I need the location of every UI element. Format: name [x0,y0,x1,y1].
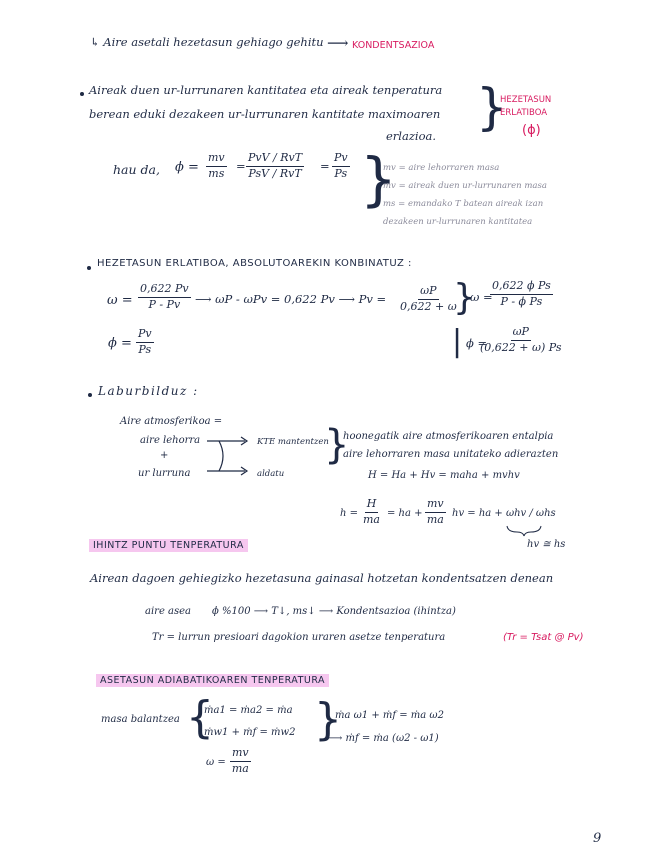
dew-formula: (Tr = Tsat @ Pv) [503,632,584,643]
fraction-denominator: ma [426,512,444,526]
rh-label-symbol: (ϕ) [522,123,541,138]
water-balance: ṁa ω1 + ṁf = ṁa ω2 [335,710,444,721]
combine-heading: HEZETASUN ERLATIBOA, ABSOLUTOAREKIN KONBINATUZ : [97,258,412,269]
changes-label: aldatu [257,469,285,479]
rh-definition-line3: erlazioa. [386,129,437,143]
summary-arrows-diagram [205,432,257,478]
fraction-numerator: Pv [136,328,154,343]
fraction-numerator: ωP [418,285,438,300]
fraction-denominator: ma [231,761,249,775]
fraction-denominator: Ps [138,342,152,356]
fraction-pv [400,285,457,313]
dew-line1: Airean dagoen gehiegizko hezetasuna gainasal hotzetan kondentsatzen denean [90,571,554,585]
bullet-icon [80,92,84,96]
fraction-mv-ma [230,747,251,775]
mass-balance: masa balantzea [101,714,180,725]
hau-da: hau da, [113,162,160,177]
fraction-denominator: 0,622 + ω [400,299,457,313]
phi-lhs: ϕ = [108,336,132,351]
phi-lhs: ϕ = [175,160,199,175]
page-number: 9 [593,831,602,846]
fraction-denominator: PsV / RvT [248,166,302,180]
fraction-H-ma [363,498,380,526]
enthalpy-line1: hoonegatik aire atmosferikoaren entalpia [343,431,554,442]
fraction-numerator: 0,622 Pv [138,283,191,298]
constant-label: KTE mantentzen [257,437,329,447]
omega-lhs: ω = [107,293,133,308]
fraction-mv-ma [425,498,446,526]
derivation-chain: ⟶ ωP - ωPv = 0,622 Pv ⟶ Pv = [195,292,387,306]
result-phi-lhs: ϕ = [466,336,488,350]
fraction-result-omega [490,280,553,308]
right-brace-icon: } [324,422,350,468]
note-line2: mv = aireak duen ur-lurrunaren masa [383,181,547,191]
dew-process: ϕ %100 ⟶ T↓, ms↓ ⟶ Kondentsazioa (ihintza) [212,606,456,617]
fraction-omega [138,283,191,311]
water-vapour: ur lurruna [138,468,191,479]
enthalpy-mid: = ha + [387,508,423,519]
dry-air: aire lehorra [140,435,201,446]
fraction-denominator: ma [363,512,380,526]
omega-lhs: ω = [206,757,226,768]
water-balance-result: ⟶ ṁf = ṁa (ω2 - ω1) [328,733,439,744]
result-omega-lhs: ω = [470,290,493,304]
fraction-denominator: ms [208,166,225,180]
right-brace-icon: } [453,277,476,318]
arrow-icon: ⟶ [327,34,349,52]
fraction-denominator: (0,622 + ω) Ps [480,340,562,354]
note-line1: mv = aire lehorraren masa [383,163,500,173]
fraction-numerator: 0,622 ϕ Ps [490,280,553,295]
equals-sign: = [320,159,330,173]
summary-heading: Laburbilduz : [98,384,199,398]
fraction-denominator: P - Pv [148,297,181,311]
dew-temperature-def: Tr = lurrun presioari dagokion uraren asetze tenperatura [152,632,446,643]
rh-label-line1: HEZETASUN [500,95,552,105]
specific-enthalpy-lhs: h = [340,508,358,519]
fraction-mv-ms [206,152,227,180]
fraction-numerator: mv [206,152,227,167]
mass-eq2: ṁw1 + ṁf = ṁw2 [204,727,296,738]
saturated-air: aire asea [145,606,192,617]
fraction-numerator: Pv [332,152,350,167]
plus-sign: + [160,450,169,461]
dew-point-heading: IHINTZ PUNTU TENPERATURA [89,539,248,552]
adiabatic-heading: ASETASUN ADIABATIKOAREN TENPERATURA [96,674,329,687]
fraction-phi [136,328,154,356]
fraction-pressure-volume [246,152,304,180]
enthalpy-tail: hv = ha + ωhv / ωhs [452,508,556,519]
fraction-numerator: PvV / RvT [246,152,304,167]
note-line3: ms = emandako T batean aireak izan [383,199,544,209]
fraction-result-phi [480,326,562,354]
right-brace-icon: } [314,694,342,745]
enthalpy-line2: aire lehorraren masa unitateko adierazten [343,449,559,460]
left-brace-icon: | [452,324,463,359]
note-line4: dezakeen ur-lurrunaren kantitatea [383,217,533,227]
rh-definition-line1: Aireak duen ur-lurrunaren kantitatea eta aireak tenperatura [89,83,443,97]
top-statement: ↳ Aire asetali hezetasun gehiago gehitu [90,35,324,49]
fraction-pv-ps [332,152,350,180]
right-brace-icon: } [360,145,397,213]
bullet-icon [87,266,91,270]
atmospheric-air: Aire atmosferikoa = [120,416,223,427]
rh-definition-line2: berean eduki dezakeen ur-lurrunaren kantitate maximoaren [89,107,441,121]
fraction-numerator: mv [230,747,251,762]
left-brace-icon: { [186,692,214,743]
rh-label-line2: ERLATIBOA [500,108,548,118]
fraction-denominator: P - ϕ Ps [500,294,543,308]
hv-approx-hs: hv ≅ hs [527,539,566,550]
mass-eq1: ṁa1 = ṁa2 = ṁa [204,705,293,716]
equals-sign: = [236,159,246,173]
underbrace-icon [505,524,543,538]
fraction-numerator: H [365,498,379,513]
bullet-icon [88,393,92,397]
total-enthalpy-eq: H = Ha + Hv = maha + mvhv [368,470,520,481]
condensation-label: KONDENTSAZIOA [352,40,435,51]
fraction-numerator: mv [425,498,446,513]
fraction-denominator: Ps [334,166,348,180]
right-brace-icon: } [476,78,508,136]
fraction-numerator: ωP [511,326,531,341]
